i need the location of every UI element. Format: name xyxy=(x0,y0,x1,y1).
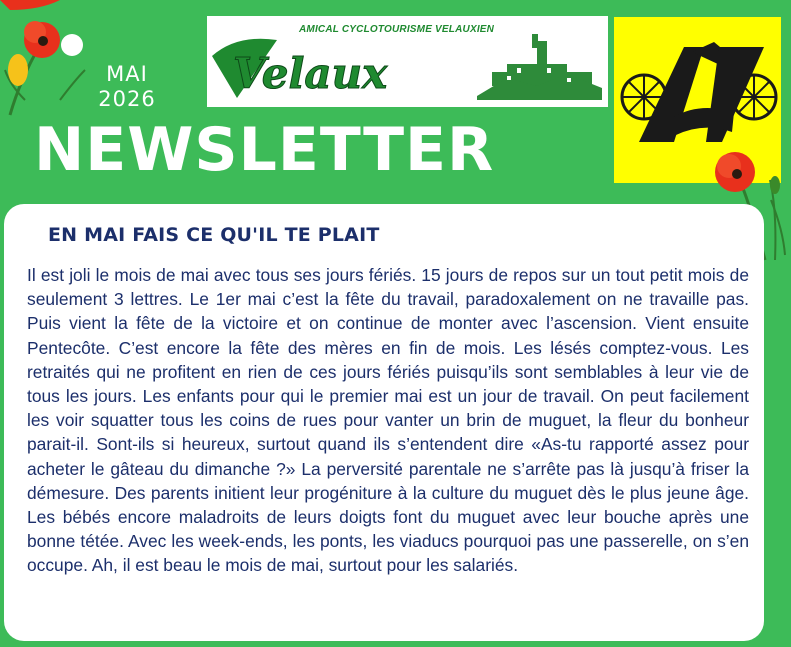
article-heading: EN MAI FAIS CE QU'IL TE PLAIT xyxy=(48,224,380,246)
issue-date xyxy=(94,62,160,112)
issue-month: MAI xyxy=(106,62,148,86)
svg-text:Velaux: Velaux xyxy=(233,49,388,98)
club-name: AMICAL CYCLOTOURISME VELAUXIEN xyxy=(299,24,495,35)
article-card xyxy=(4,204,764,641)
club-banner xyxy=(207,16,608,107)
poppy-flower-icon xyxy=(0,0,95,120)
issue-year: 2026 xyxy=(98,87,156,111)
page-title: NEWSLETTER xyxy=(34,115,495,185)
article-body: Il est joli le mois de mai avec tous ses jours fériés. 15 jours de repos sur un tout petit mois de seulement 3 lettres. Le 1er mai c’est la fête du travail, paradoxalement on ne travaille pas. Puis vient la fête de la victoire et on continue de monter avec l’ascension. Vient ensuite Pentecôte. C’est encore la fête des mères en fin de mois. Les lésés comptez-vous. Les retraités qui ne profitent en rien de ces jours fériés puisqu’ils sont semblables à leur vie de tous les jours. Les enfants pour qui le premier mai est un jour de travail. On peut facilement les voir squatter tous les coins de rues pour vanter un brin de muguet, la fleur du bonheur parait-il. Sont-ils si heureux, surtout quand ils s’entendent dire «As-tu rapporté assez pour acheter le gâteau du dimanche ?» La perversité parentale ne s’arrête pas là jusqu’à friser la démesure. Des parents initient leur progéniture à la culture du muguet dès le plus jeune âge. Les bébés encore maladroits de leurs doigts font du muguet avec leur bouche après une bonne tétée. Avec les week-ends, les ponts, les viaducs pourquoi pas une passerelle, on s’en occupe. Ah, il est beau le mois de mai, surtout pour les salariés. xyxy=(27,265,749,576)
